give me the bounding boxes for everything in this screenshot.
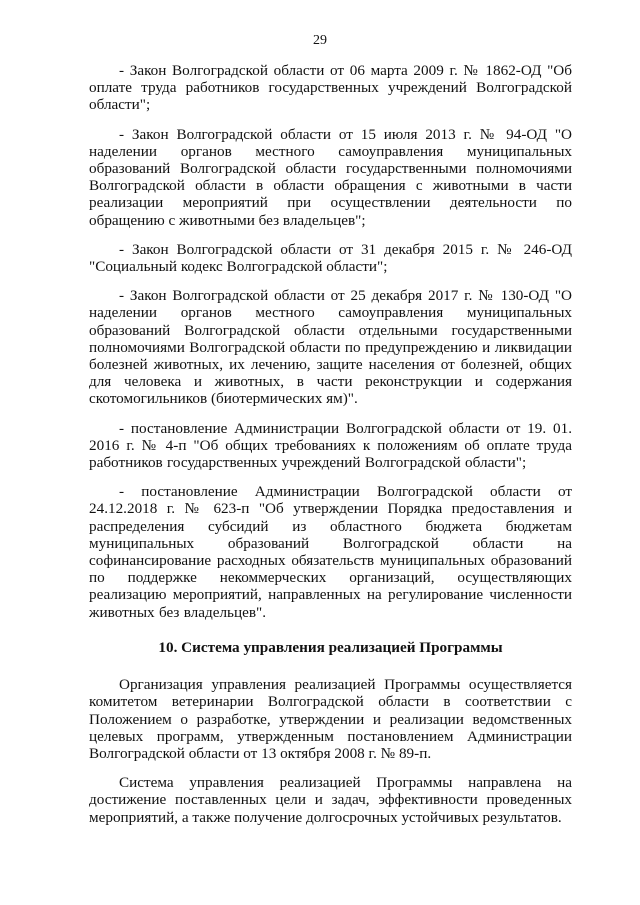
resolution-item-1: - постановление Администрации Волгоградской области от 19. 01. 2016 г. № 4-п "Об общих требованиях к положениям об оплате труда работников государственных учреждений Волгоградской области";	[89, 419, 572, 472]
law-item-4: - Закон Волгоградской области от 25 декабря 2017 г. № 130-ОД "О наделении органов местного самоуправления муниципальных образований Волгоградской области отдельными государственными полномочиями Волгоградской области по предупреждению и ликвидации болезней животных, их лечению, защите населения от болезней, общих для человека и животных, в части реконструкции и содержания скотомогильников (биотермических ям)".	[89, 287, 572, 408]
law-item-1: - Закон Волгоградской области от 06 марта 2009 г. № 1862-ОД "Об оплате труда работников государственных учреждений Волгоградской области";	[89, 62, 572, 114]
section-paragraph-2: Система управления реализацией Программы направлена на достижение поставленных цели и задач, эффективности проведенных мероприятий, а также получение долгосрочных устойчивых результатов.	[89, 774, 572, 826]
resolution-item-2: - постановление Администрации Волгоградской области от 24.12.2018 г. № 623-п "Об утверждении Порядка предоставления и распределения субсидий из областного бюджета бюджетам муниципальных образований Волгоградской области на софинансирование расходных обязательств муниципальных образований по поддержке некоммерческих организаций, осуществляющих реализацию мероприятий, направленных на регулирование численности животных без владельцев".	[89, 483, 572, 621]
section-paragraph-1: Организация управления реализацией Программы осуществляется комитетом ветеринарии Волгоградской области в соответствии с Положением о разработке, утверждении и реализации ведомственных целевых программ, утвержденным постановлением Администрации Волгоградской области от 13 октября 2008 г. № 89-п.	[89, 676, 572, 762]
page-number: 29	[313, 33, 327, 48]
document-body	[89, 62, 572, 838]
law-item-3: - Закон Волгоградской области от 31 декабря 2015 г. № 246-ОД "Социальный кодекс Волгоградской области";	[89, 240, 572, 276]
law-item-2: - Закон Волгоградской области от 15 июля 2013 г. № 94-ОД "О наделении органов местного самоуправления муниципальных образований Волгоградской области государственными полномочиями Волгоградской области в области обращения с животными в части реализации мероприятий при осуществлении деятельности по обращению с животными без владельцев";	[89, 125, 572, 229]
section-heading: 10. Система управления реализацией Программы	[158, 638, 503, 656]
